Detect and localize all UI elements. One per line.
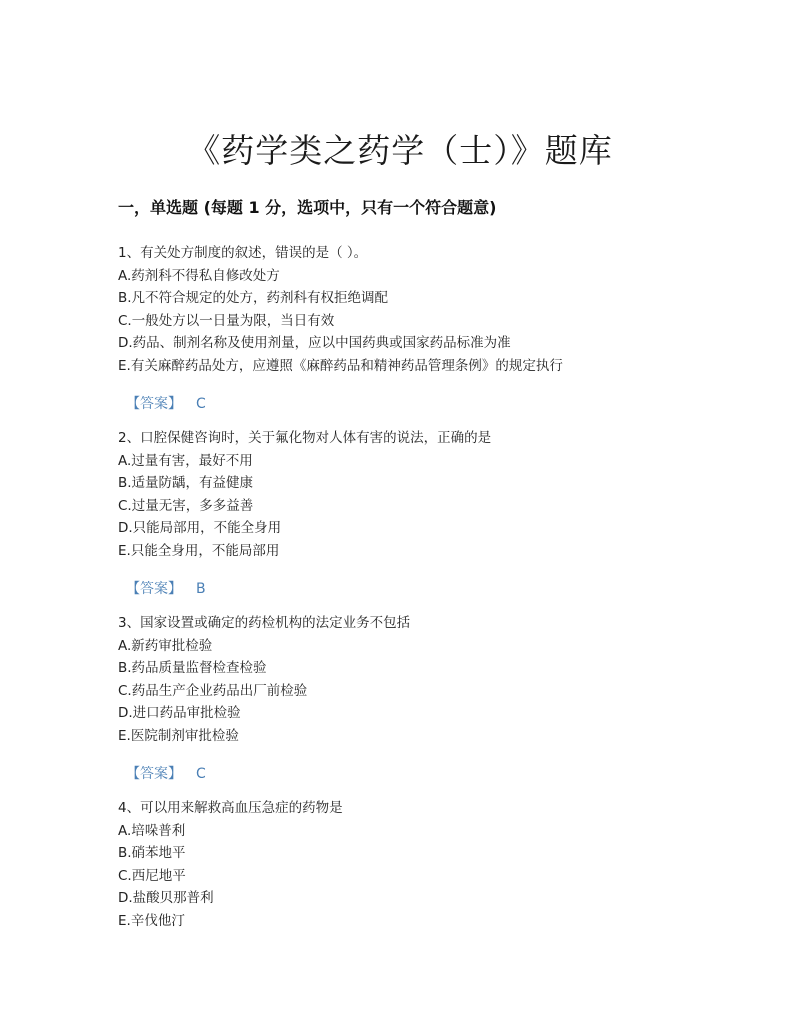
option-e: E.只能全身用，不能局部用	[118, 542, 280, 559]
answer-line	[126, 393, 718, 415]
answer-line	[126, 578, 718, 600]
question-3	[118, 612, 718, 785]
answer-value: B	[196, 581, 206, 597]
question-stem: 2、口腔保健咨询时，关于氟化物对人体有害的说法，正确的是	[118, 430, 492, 446]
answer-line	[126, 763, 718, 785]
option-c: C.过量无害，多多益善	[118, 497, 254, 514]
option-b: B.硝苯地平	[118, 845, 186, 861]
question-2	[118, 427, 718, 600]
option-b: B.药品质量监督检查检验	[118, 660, 267, 676]
answer-label: 【答案】	[126, 581, 182, 597]
question-stem: 3、国家设置或确定的药检机构的法定业务不包括	[118, 615, 411, 631]
answer-label: 【答案】	[126, 766, 182, 782]
option-e: E.医院制剂审批检验	[118, 727, 239, 744]
option-a: A.新药审批检验	[118, 637, 213, 654]
option-b: B.凡不符合规定的处方，药剂科有权拒绝调配	[118, 290, 389, 306]
answer-value: C	[196, 766, 206, 782]
option-a: A.培哚普利	[118, 822, 186, 839]
option-d: D.盐酸贝那普利	[118, 890, 214, 906]
option-a: A.药剂科不得私自修改处方	[118, 267, 280, 284]
answer-label: 【答案】	[126, 396, 182, 412]
option-d: D.进口药品审批检验	[118, 705, 241, 721]
option-a: A.过量有害，最好不用	[118, 452, 253, 469]
question-stem: 4、可以用来解救高血压急症的药物是	[118, 800, 343, 816]
question-4	[118, 797, 718, 932]
option-b: B.适量防龋，有益健康	[118, 475, 254, 491]
option-d: D.只能局部用，不能全身用	[118, 520, 282, 536]
option-c: C.药品生产企业药品出厂前检验	[118, 682, 308, 699]
option-c: C.一般处方以一日量为限，当日有效	[118, 312, 335, 329]
option-e: E.辛伐他汀	[118, 912, 185, 929]
question-1	[118, 242, 718, 415]
option-c: C.西尼地平	[118, 867, 186, 884]
option-d: D.药品、制剂名称及使用剂量，应以中国药典或国家药品标准为准	[118, 335, 511, 351]
document-title: 《药学类之药学（士）》题库	[187, 131, 613, 171]
question-stem: 1、有关处方制度的叙述，错误的是（ ）。	[118, 245, 368, 261]
answer-value: C	[196, 396, 206, 412]
option-e: E.有关麻醉药品处方，应遵照《麻醉药品和精神药品管理条例》的规定执行	[118, 357, 563, 374]
section-heading: 一，单选题 (每题 1 分，选项中，只有一个符合题意)	[118, 198, 497, 217]
